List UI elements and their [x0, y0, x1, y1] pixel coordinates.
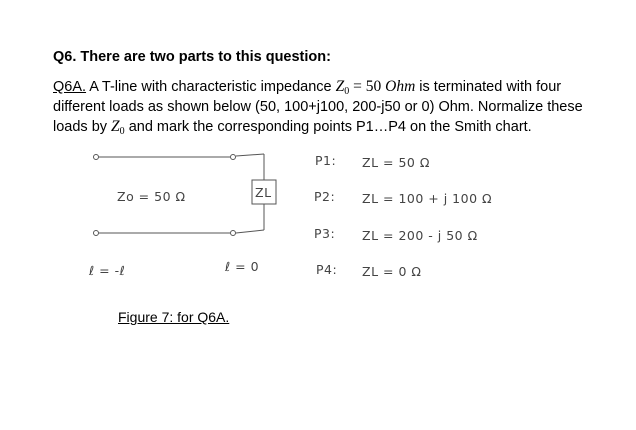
z0-subscript: 0	[344, 86, 350, 97]
load-point-label: P2:	[314, 189, 336, 204]
load-point-label: P1:	[315, 153, 337, 168]
load-list	[314, 153, 492, 279]
paragraph-line-2: different loads as shown below (50, 100+j100, 200-j50 or 0) Ohm. Normalize these	[53, 99, 583, 115]
z0-value: = 50	[349, 78, 386, 95]
line3-text-b: and mark the corresponding points P1…P4 on the Smith chart.	[124, 119, 532, 135]
line1-text-b: is terminated with four	[415, 79, 562, 95]
terminal-top-left	[94, 155, 99, 160]
line1-text-a: A T-line with characteristic impedance	[86, 79, 336, 95]
terminal-top-right	[231, 155, 236, 160]
load-point-label: P3:	[314, 226, 336, 241]
ohm-word: Ohm	[385, 78, 416, 95]
load-point-label: P4:	[316, 262, 338, 277]
load-expression: ZL = 200 - j 50 Ω	[362, 228, 478, 243]
line3-text-a: loads by	[53, 119, 112, 135]
top-lead	[236, 154, 264, 156]
right-position-label: ℓ = 0	[225, 259, 260, 274]
load-expression: ZL = 100 + j 100 Ω	[362, 191, 493, 206]
figure-caption: Figure 7: for Q6A.	[118, 309, 230, 325]
z0-symbol: Z	[335, 78, 345, 95]
terminal-bottom-right	[231, 231, 236, 236]
load-label: ZL	[255, 185, 272, 200]
z0-label: Zo = 50 Ω	[117, 189, 186, 204]
z0-subscript-2: 0	[119, 126, 125, 137]
bottom-lead	[236, 230, 264, 233]
part-label: Q6A.	[53, 79, 87, 95]
terminal-bottom-left	[94, 231, 99, 236]
load-expression: ZL = 0 Ω	[362, 264, 422, 279]
load-expression: ZL = 50 Ω	[362, 155, 430, 170]
question-heading: Q6. There are two parts to this question:	[53, 49, 331, 65]
left-position-label: ℓ = -ℓ	[89, 263, 126, 278]
z0-symbol-2: Z	[111, 118, 120, 135]
